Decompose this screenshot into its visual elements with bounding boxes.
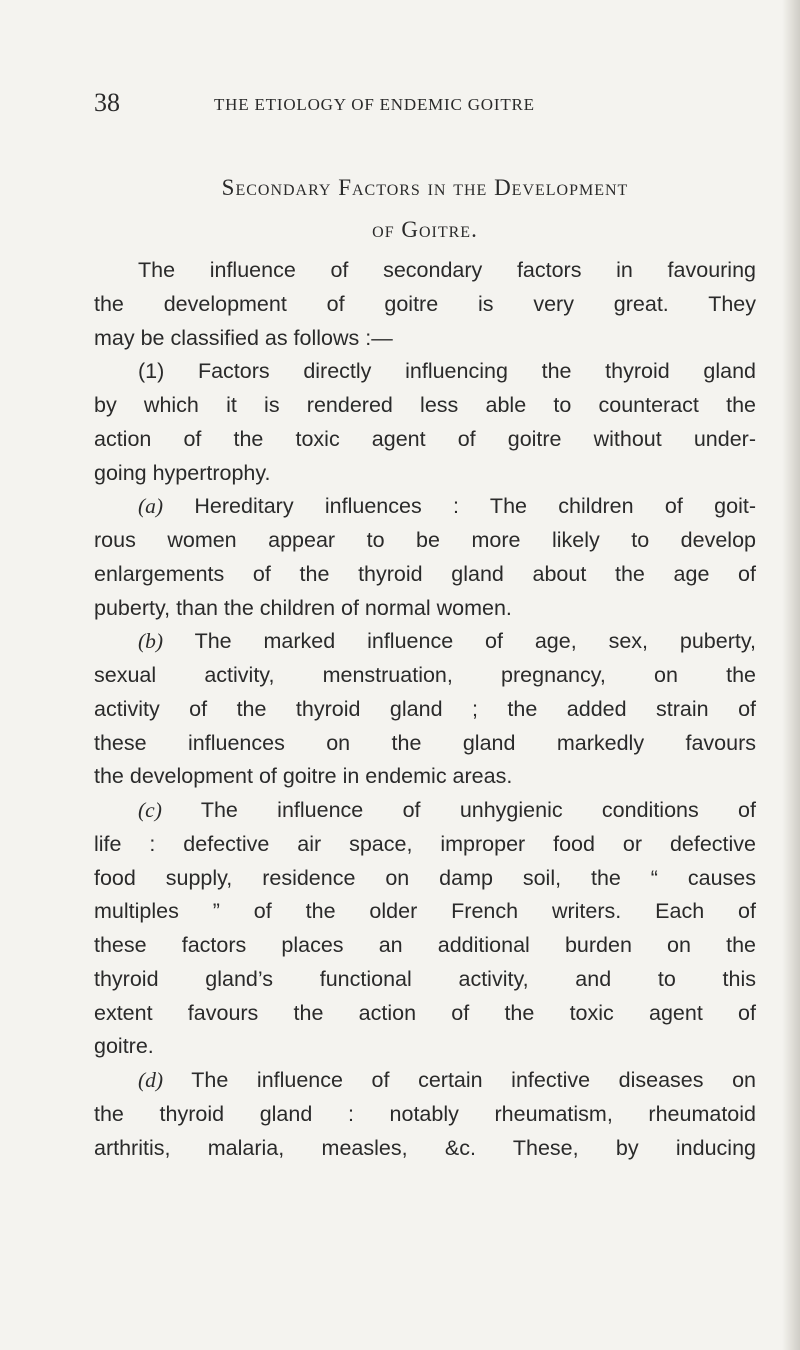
text-line: life : defective air space, improper food or defective [94,831,756,856]
paragraph-b [94,625,756,794]
text-line: activity of the thyroid gland ; the added strain of [94,696,756,721]
text-line: food supply, residence on damp soil, the “ causes [94,865,756,890]
text-line: rous women appear to be more likely to develop [94,528,756,552]
text-line: the thyroid gland : notably rheumatism, rheumatoid [94,1101,756,1126]
text-line: may be classified as follows :— [94,325,393,350]
text-line: thyroid gland’s functional activity, and to this [94,966,756,991]
section-title [94,167,756,251]
text-line-content: Hereditary influences : The children of goit- [194,494,756,519]
text-line-content: The marked influence of age, sex, puberty, [194,629,756,654]
text-line: the development of goitre is very great. They [94,291,756,316]
text-line: goitre. [94,1034,154,1059]
text-line: The influence of secondary factors in favouring [138,258,756,282]
text-line: these factors places an additional burden on the [94,933,756,957]
text-line: the development of goitre in endemic areas. [94,764,513,789]
text-line: going hypertrophy. [94,460,271,485]
text-line: by which it is rendered less able to counteract the [94,393,756,417]
marker-b: (b) [138,629,164,654]
text-line: enlargements of the thyroid gland about the age of [94,561,756,586]
paragraph-factor-1 [94,355,756,490]
text-line: extent favours the action of the toxic agent of [94,1000,756,1025]
section-title-line-1: Secondary Factors in the Development [221,175,629,200]
paragraph-a [94,490,756,625]
body-text [94,254,756,1165]
page-number: 38 [94,88,120,117]
text-line: (1) Factors directly influencing the thyroid gland [138,359,756,384]
page-edge [782,0,800,1350]
text-line: arthritis, malaria, measles, &c. These, by inducing [94,1135,756,1160]
text-line: these influences on the gland markedly favours [94,730,756,755]
paragraph-d [94,1064,756,1165]
text-line: sexual activity, menstruation, pregnancy, on the [94,663,756,687]
text-line [94,490,756,524]
text-line-content: The influence of unhygienic conditions of [200,798,756,822]
marker-a: (a) [138,494,164,519]
text-line [94,1064,756,1098]
paragraph-c [94,794,756,1064]
text-line: action of the toxic agent of goitre without under- [94,426,756,451]
running-head: THE ETIOLOGY OF ENDEMIC GOITRE [214,95,535,114]
paragraph-intro [94,254,756,355]
marker-d: (d) [138,1068,164,1092]
text-line: puberty, than the children of normal women. [94,595,512,620]
text-line [94,794,756,828]
text-line-content: The influence of certain infective diseases on [191,1068,756,1092]
text-line: multiples ” of the older French writers. Each of [94,899,756,924]
marker-c: (c) [138,798,162,822]
text-line [94,625,756,659]
page-header [94,88,754,120]
section-title-line-2: of Goitre. [372,217,478,242]
